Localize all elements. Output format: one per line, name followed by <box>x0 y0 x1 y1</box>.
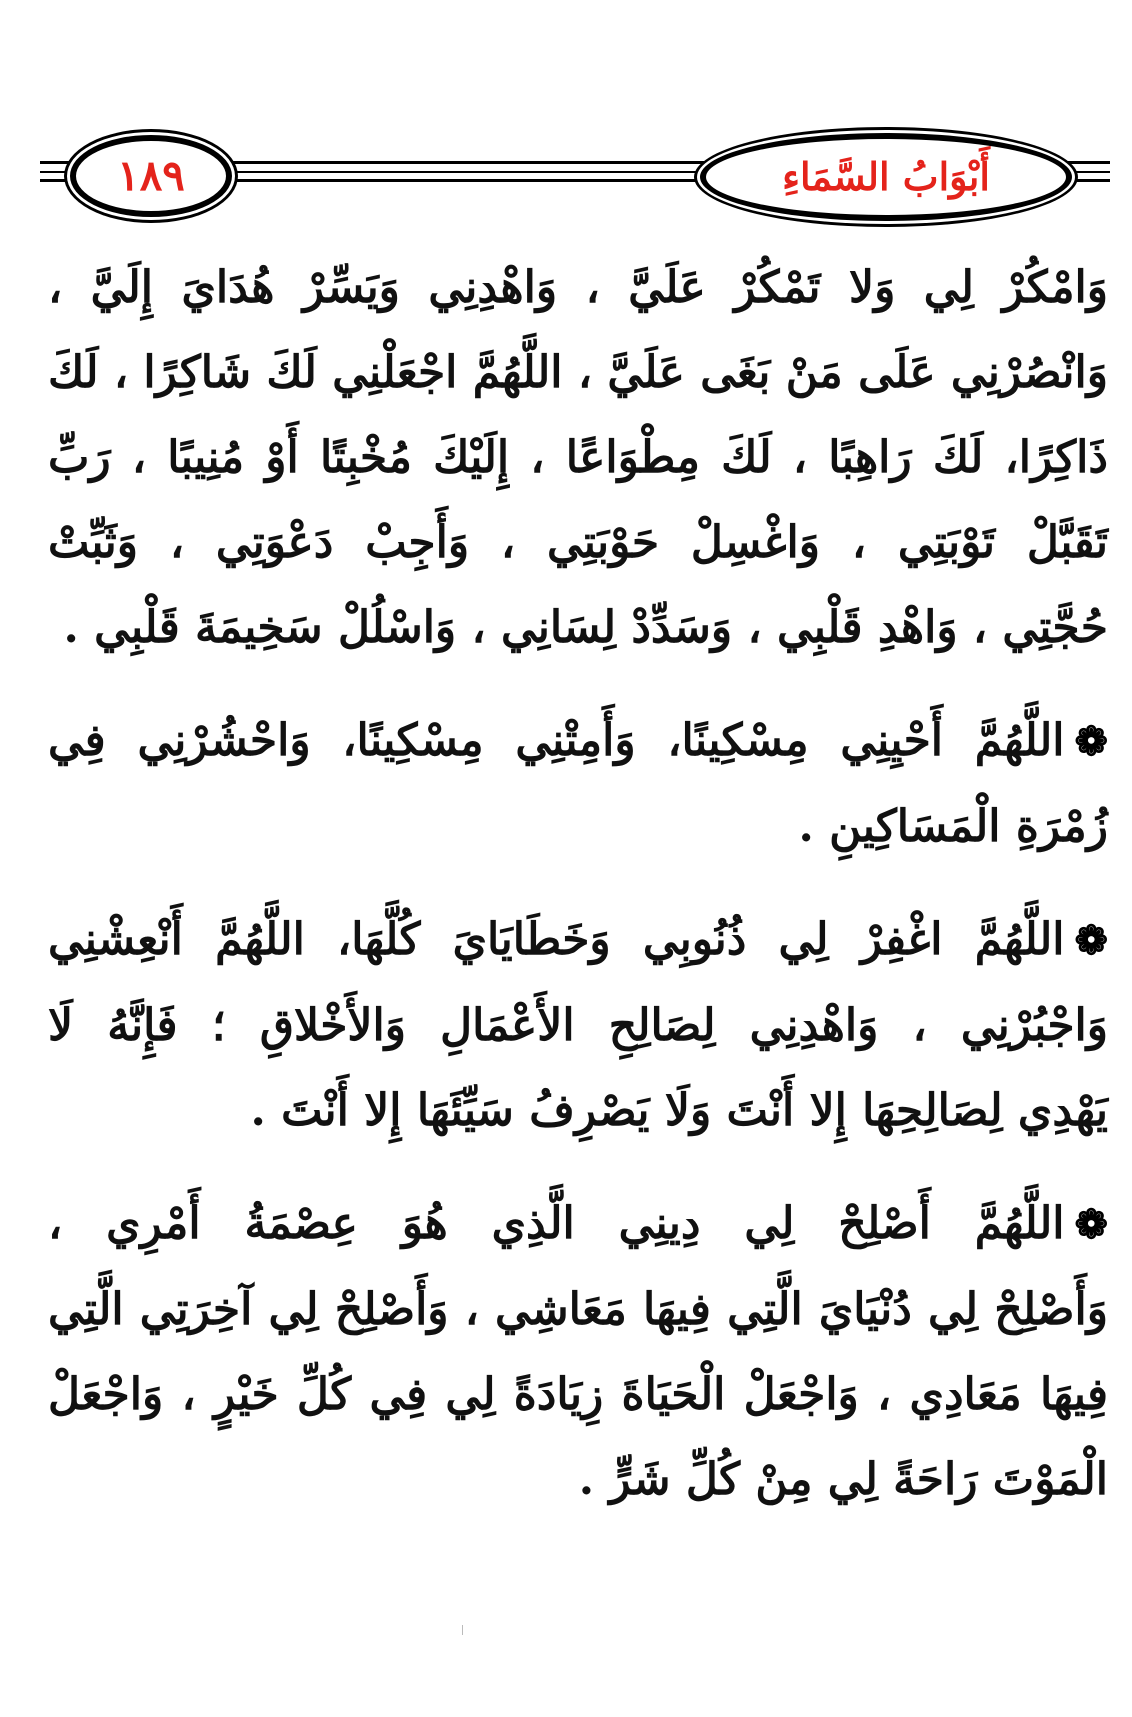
text-line: فِيهَا مَعَادِي ، وَاجْعَلْ الْحَيَاةَ زِيَادَةً لِي فِي كُلِّ خَيْرٍ ، وَاجْعَلْ <box>48 1369 1108 1420</box>
text-line-content: اللَّهُمَّ أَصْلِحْ لِي دِينِي الَّذِي هُوَ عِصْمَةُ أَمْرِي ، <box>48 1198 1065 1249</box>
page-number-badge <box>70 135 232 217</box>
text-line: وَأَصْلِحْ لِي دُنْيَايَ الَّتِي فِيهَا مَعَاشِي ، وَأَصْلِحْ لِي آخِرَتِي الَّتِي <box>48 1284 1108 1335</box>
page-number: ١٨٩ <box>117 151 185 200</box>
text-line: وَامْكُرْ لِي وَلا تَمْكُرْ عَلَيَّ ، وَاهْدِنِي وَيَسِّرْ هُدَايَ إِلَيَّ ، <box>48 262 1108 313</box>
book-title-badge <box>700 133 1072 221</box>
paragraph <box>48 1181 1108 1522</box>
page-body <box>48 245 1108 1522</box>
text-line-content: اللَّهُمَّ اغْفِرْ لِي ذُنُوبِي وَخَطَايَايَ كُلَّهَا، اللَّهُمَّ أَنْعِشْنِي <box>48 914 1065 965</box>
text-line: وَانْصُرْنِي عَلَى مَنْ بَغَى عَلَيَّ ، اللَّهُمَّ اجْعَلْنِي لَكَ شَاكِرًا ، لَكَ <box>48 347 1108 398</box>
paragraph <box>48 245 1108 670</box>
text-line <box>48 1181 1108 1267</box>
paragraph <box>48 698 1108 869</box>
text-line: الْمَوْتَ رَاحَةً لِي مِنْ كُلِّ شَرٍّ . <box>578 1454 1108 1505</box>
text-line <box>48 897 1108 983</box>
text-line: يَهْدِي لِصَالِحِهَا إِلا أَنْتَ وَلَا يَصْرِفُ سَيِّئَهَا إِلا أَنْتَ . <box>250 1085 1108 1136</box>
text-line: زُمْرَةِ الْمَسَاكِينِ . <box>798 801 1108 852</box>
text-line-content: اللَّهُمَّ أَحْيِنِي مِسْكِينًا، وَأَمِتْنِي مِسْكِينًا، وَاحْشُرْنِي فِي <box>48 715 1065 766</box>
flower-ornament-icon: ❁ <box>1074 917 1108 964</box>
text-line: ذَاكِرًا، لَكَ رَاهِبًا ، لَكَ مِطْوَاعًا ، إِلَيْكَ مُخْبِتًا أَوْ مُنِيبًا ، رَبِّ <box>48 432 1108 483</box>
text-line <box>48 698 1108 784</box>
book-title: أَبْوَابُ السَّمَاءِ <box>782 154 990 199</box>
text-line: حُجَّتِي ، وَاهْدِ قَلْبِي ، وَسَدِّدْ لِسَانِي ، وَاسْلُلْ سَخِيمَةَ قَلْبِي . <box>63 602 1108 653</box>
text-line: تَقَبَّلْ تَوْبَتِي ، وَاغْسِلْ حَوْبَتِي ، وَأَجِبْ دَعْوَتِي ، وَثَبِّتْ <box>48 517 1108 568</box>
page-header <box>40 125 1110 225</box>
flower-ornament-icon: ❁ <box>1074 1201 1108 1248</box>
scan-mark <box>462 1625 463 1635</box>
text-line: وَاجْبُرْنِي ، وَاهْدِنِي لِصَالِحِ الأَعْمَالِ وَالأَخْلاقِ ؛ فَإِنَّهُ لَا <box>48 1000 1108 1051</box>
flower-ornament-icon: ❁ <box>1074 718 1108 765</box>
paragraph <box>48 897 1108 1153</box>
